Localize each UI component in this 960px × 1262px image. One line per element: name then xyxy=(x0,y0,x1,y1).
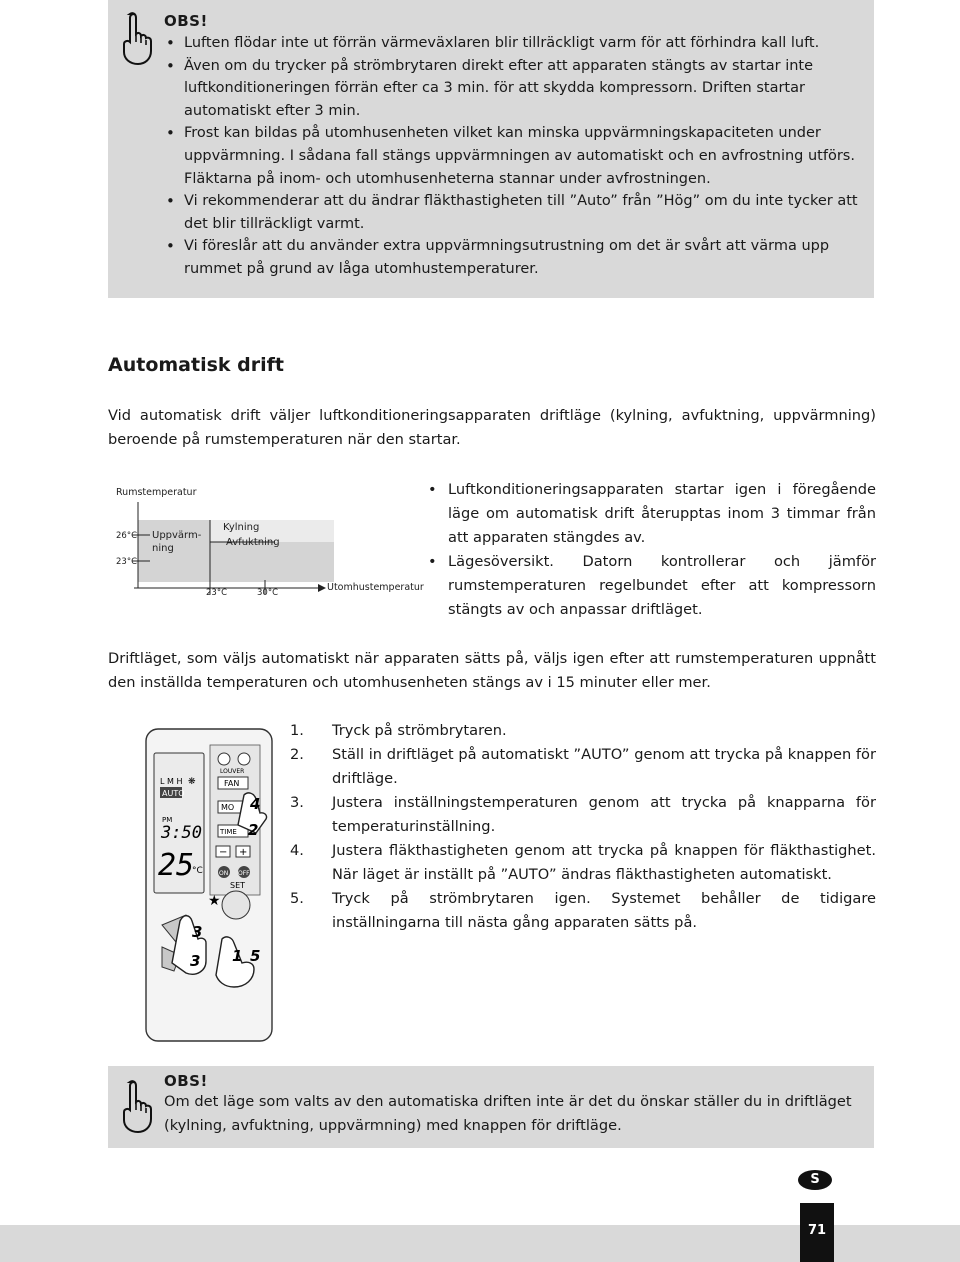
note-bullet: • Frost kan bildas på utomhusenheten vilket kan minska uppvärmningskapaciteten under uppvärmning. I sådana fall stängs uppvärmningen av automatiskt och en avfrostning utförs. Fläktarna på inom- och utomhusenheterna stannar under avfrostningen. xyxy=(164,122,860,190)
remote-temp-unit: °C xyxy=(192,866,203,876)
note-title: OBS! xyxy=(164,1072,208,1090)
note-bullet: • Vi rekommenderar att du ändrar fläkthastigheten till ”Auto” från ”Hög” om du inte tycker att det blir tillräckligt varmt. xyxy=(164,190,860,235)
diagram-bullet: • Lägesöversikt. Datorn kontrollerar och jämför rumstemperaturen regelbundet efter att kompressorn stängts av och anpassar driftläget. xyxy=(428,550,876,622)
steps-list xyxy=(290,719,876,935)
step-number: 4. xyxy=(290,842,304,859)
callout-3b: 3 xyxy=(190,952,201,970)
diagram-y-tick: 23°C xyxy=(116,557,138,567)
diagram-cooling-label: Kylning xyxy=(223,522,260,533)
remote-temp: 25 xyxy=(158,848,195,883)
step-item xyxy=(290,791,876,839)
star-icon: ★ xyxy=(208,893,221,909)
remote-fan-label: FAN xyxy=(224,779,240,788)
step-item xyxy=(290,743,876,791)
note-bullet: • Luften flödar inte ut förrän värmeväxlaren blir tillräckligt varm för att förhindra kall luft. xyxy=(164,32,860,55)
callout-2: 2 xyxy=(248,821,259,839)
language-badge: S xyxy=(798,1170,832,1190)
diagram-bullet-list xyxy=(428,478,876,622)
section-title: Automatisk drift xyxy=(108,354,284,376)
diagram-bullet: • Luftkonditioneringsapparaten startar igen i föregående läge om automatisk drift återupptas inom 3 timmar från att apparaten stängdes av. xyxy=(428,478,876,550)
note-title: OBS! xyxy=(164,12,208,30)
intro-paragraph: Vid automatisk drift väljer luftkonditioneringsapparaten driftläge (kylning, avfuktning, uppvärmning) beroende på rumstemperaturen när den startar. xyxy=(108,407,876,448)
remote-pm: PM xyxy=(162,816,173,824)
remote-time-label: TIME xyxy=(220,828,237,836)
pointing-hand-icon xyxy=(116,1078,156,1134)
pointing-hand-icon xyxy=(116,10,156,66)
step-text: Justera inställningstemperaturen genom att trycka på knapparna för temperaturinställning. xyxy=(332,794,876,835)
note-box-top xyxy=(108,0,874,298)
step-number: 2. xyxy=(290,746,304,763)
remote-plus: + xyxy=(239,847,248,858)
remote-set-label: SET xyxy=(230,881,246,890)
remote-louver-label: LOUVER xyxy=(220,768,245,775)
page-number-text: 71 xyxy=(807,1223,827,1238)
remote-on-label: ON xyxy=(219,870,229,877)
fan-icon: ❋ xyxy=(188,777,196,787)
step-text: Justera fläkthastigheten genom att trycka på knappen för fläkthastighet. När läget är inställt på ”AUTO” ändras fläkthastigheten automatiskt. xyxy=(332,842,876,883)
step-item xyxy=(290,719,876,743)
callout-4: 4 xyxy=(250,795,261,813)
remote-time: 3:50 xyxy=(161,823,202,843)
diagram-dehumidify-label: Avfuktning xyxy=(226,537,280,548)
diagram-x-tick: 30°C xyxy=(257,588,279,598)
step-number: 5. xyxy=(290,890,304,907)
remote-fan-levels: L M H xyxy=(160,777,183,786)
callout-3: 3 xyxy=(192,923,203,941)
diagram-x-axis-label: Utomhustemperatur xyxy=(327,582,424,593)
remote-mode-label: MO xyxy=(221,803,235,812)
step-number: 3. xyxy=(290,794,304,811)
note-text: Om det läge som valts av den automatiska driften inte är det du önskar ställer du in driftläget (kylning, avfuktning, uppvärmning) med knappen för driftläge. xyxy=(164,1093,852,1134)
step-text: Tryck på strömbrytaren. xyxy=(332,722,507,739)
note-bullet-list xyxy=(164,32,860,281)
note-bullet: • Vi föreslår att du använder extra uppvärmningsutrustning om det är svårt att värma upp rummet på grund av låga utomhustemperaturer. xyxy=(164,235,860,280)
step-number: 1. xyxy=(290,722,304,739)
note-bullet: • Även om du trycker på strömbrytaren direkt efter att apparaten stängts av startar inte luftkonditioneringen förrän efter ca 3 min. för att skydda kompressorn. Driften startar automatiskt efter 3 min. xyxy=(164,55,860,123)
step-text: Ställ in driftläget på automatiskt ”AUTO” genom att trycka på knappen för driftläge. xyxy=(332,746,876,787)
callout-1: 1 xyxy=(232,947,243,965)
step-item xyxy=(290,839,876,887)
diagram-x-tick: 23°C xyxy=(206,588,228,598)
mode-paragraph: Driftläget, som väljs automatiskt när apparaten sätts på, väljs igen efter att rumstemperaturen uppnått den inställda temperaturen och utomhusenheten stängs av i 15 minuter eller mer. xyxy=(108,650,876,691)
page-number xyxy=(800,1203,834,1262)
temperature-mode-diagram xyxy=(110,482,430,607)
diagram-heating-label-line2: ning xyxy=(152,543,174,554)
note-box-bottom xyxy=(108,1066,874,1148)
diagram-y-axis-label: Rumstemperatur xyxy=(116,487,197,498)
swing-button[interactable] xyxy=(218,753,230,765)
diagram-heating-label: Uppvärm- xyxy=(152,530,202,541)
remote-mode-display: AUTO xyxy=(162,789,185,798)
remote-control-illustration xyxy=(140,725,280,1047)
airflow-button[interactable] xyxy=(238,753,250,765)
power-button[interactable] xyxy=(222,891,250,919)
step-item xyxy=(290,887,876,935)
remote-minus: − xyxy=(219,847,228,858)
remote-off-label: OFF xyxy=(238,870,250,877)
callout-5: 5 xyxy=(250,947,261,965)
step-text: Tryck på strömbrytaren igen. Systemet behåller de tidigare inställningarna till nästa gång apparaten sätts på. xyxy=(332,890,876,931)
diagram-y-tick: 26°C xyxy=(116,531,138,541)
